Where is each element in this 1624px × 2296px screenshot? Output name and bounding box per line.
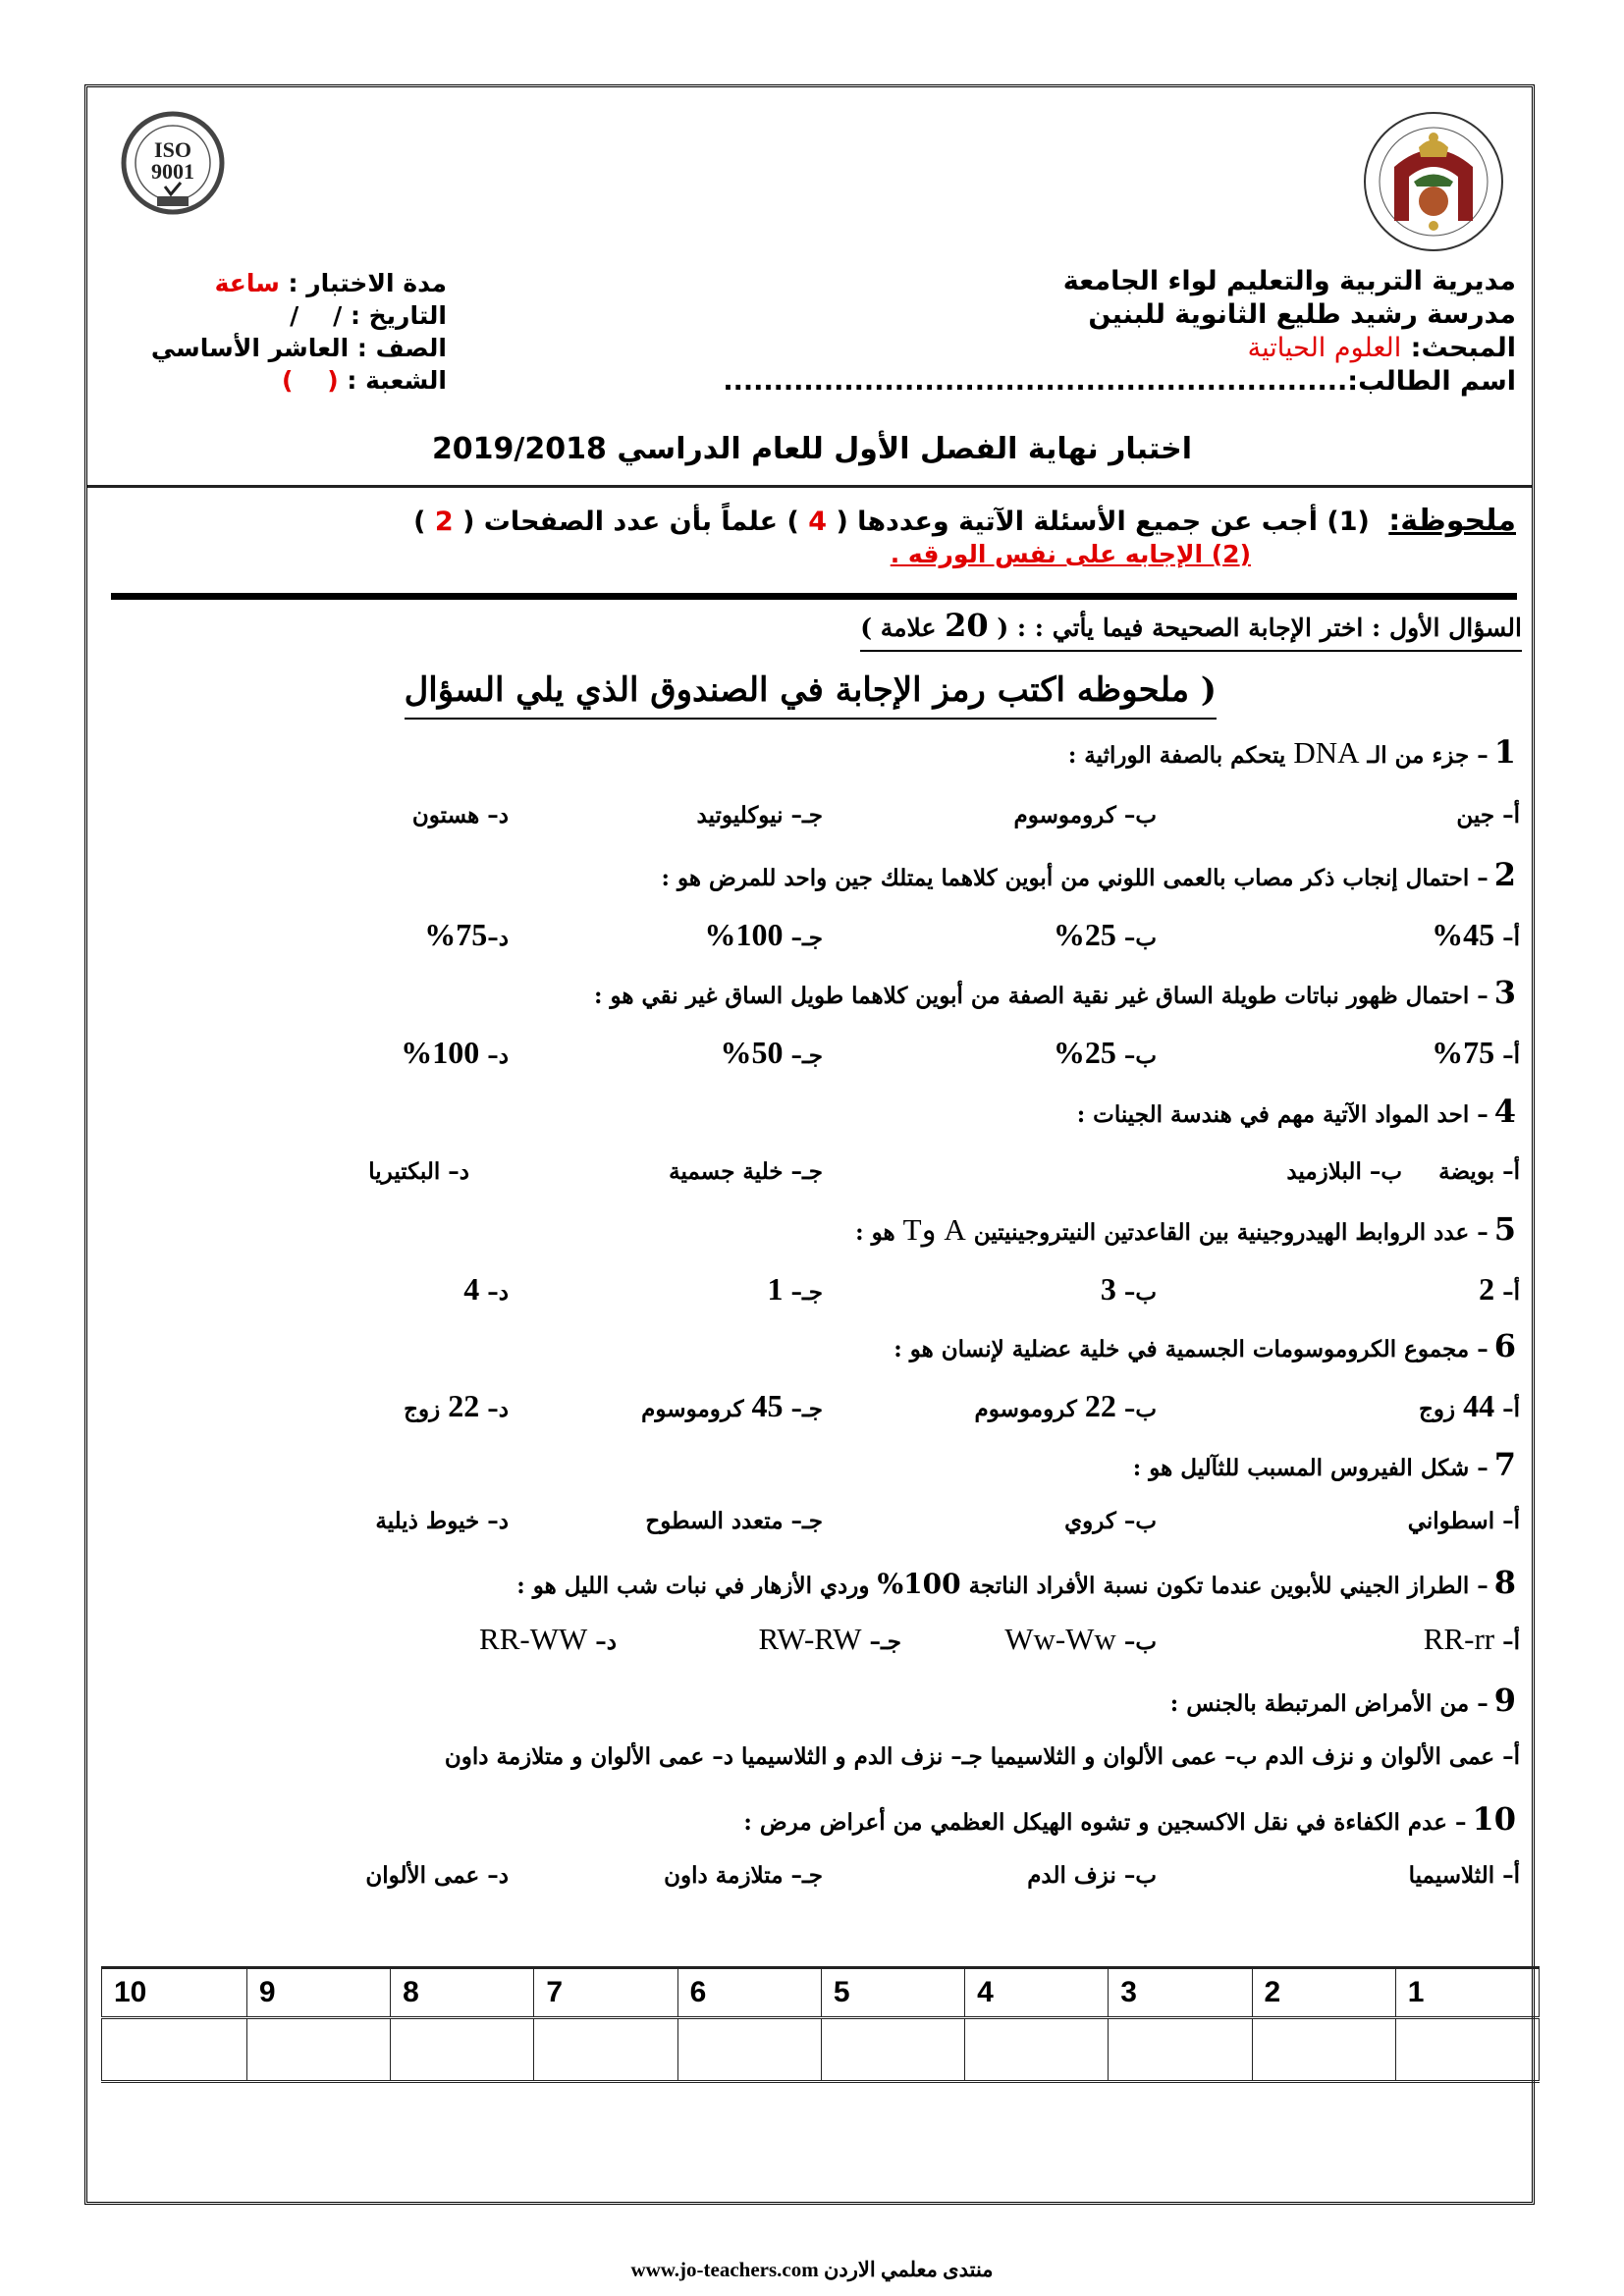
- svg-text:9001: 9001: [151, 159, 194, 184]
- option-b[interactable]: ب– Ww-Ww: [1004, 1622, 1157, 1656]
- student-name-row[interactable]: [723, 365, 1516, 399]
- option-d[interactable]: د– 100%: [401, 1035, 509, 1070]
- option-b[interactable]: ب– 25%: [1053, 1035, 1157, 1070]
- question-text: – من الأمراض المرتبطة بالجنس :: [1169, 1690, 1489, 1717]
- option-d[interactable]: د– هستون: [411, 802, 509, 828]
- header-divider: [87, 485, 1532, 488]
- question-9-options[interactable]: أ– عمى الألوان و نزف الدم ب– عمى الألوان و الثلاسيميا جـ– نزف الدم و الثلاسيميا د– عمى الألوان و متلازمة داون: [444, 1743, 1520, 1770]
- answer-table-input-row: [102, 2018, 1540, 2082]
- question-5-options: [167, 1271, 1520, 1312]
- answer-header-cell: 8: [391, 1968, 534, 2018]
- question-text: – الطراز الجيني للأبوين عندما تكون نسبة الأفراد الناتجة: [968, 1573, 1489, 1599]
- answer-header-cell: 5: [821, 1968, 964, 2018]
- question-text: وردي الأزهار في نبات شب الليل هو :: [516, 1573, 870, 1599]
- answer-cell[interactable]: [965, 2018, 1109, 2082]
- duration-value: ساعة: [214, 269, 280, 297]
- question-10-options: [167, 1862, 1520, 1903]
- note-label: ملحوظة:: [1388, 504, 1516, 538]
- question-number: 7: [1493, 1446, 1516, 1483]
- option-b[interactable]: ب– البلازميد: [1286, 1158, 1402, 1185]
- question-number: 3: [1493, 974, 1516, 1011]
- option-c[interactable]: جـ– 1: [767, 1271, 823, 1307]
- option-b[interactable]: ب– 22 كروموسوم: [974, 1388, 1157, 1423]
- duration-label: مدة الاختبار :: [288, 269, 447, 297]
- question-7: [1133, 1446, 1516, 1483]
- option-b[interactable]: ب– كروي: [1064, 1508, 1157, 1534]
- grade-value: العاشر الأساسي: [150, 334, 350, 362]
- answer-table: [101, 1966, 1540, 2083]
- student-name-label: اسم الطالب:: [1347, 366, 1516, 397]
- question-number: 1: [1493, 733, 1516, 771]
- option-d[interactable]: د– عمى الألوان: [365, 1862, 509, 1889]
- option-a[interactable]: أ– 45%: [1432, 917, 1520, 952]
- option-d[interactable]: د– RR-WW: [479, 1622, 617, 1656]
- grade-label: الصف :: [356, 334, 447, 362]
- school-name: مدرسة رشيد طليع الثانوية للبنين: [1088, 299, 1516, 330]
- question-one-heading: [860, 607, 1522, 652]
- question-3: [594, 974, 1516, 1011]
- question-2-options: [167, 917, 1520, 958]
- option-c[interactable]: جـ– متلازمة داون: [664, 1862, 823, 1889]
- option-c[interactable]: جـ– 50%: [720, 1035, 823, 1070]
- option-b[interactable]: ب– نزف الدم: [1027, 1862, 1157, 1889]
- question-3-options: [167, 1035, 1520, 1076]
- section-row[interactable]: [172, 364, 447, 397]
- answer-cell[interactable]: [1109, 2018, 1252, 2082]
- answer-header-cell: 6: [677, 1968, 821, 2018]
- answer-header-cell: 7: [534, 1968, 677, 2018]
- school-info-block: [723, 265, 1516, 399]
- question-6: [893, 1327, 1516, 1364]
- answer-header-cell: 1: [1395, 1968, 1539, 2018]
- option-a[interactable]: أ– 75%: [1432, 1035, 1520, 1070]
- answer-header-cell: 2: [1252, 1968, 1395, 2018]
- note-text-b: ) علماً بأن عدد الصفحات (: [462, 507, 799, 537]
- answer-header-cell: 9: [246, 1968, 390, 2018]
- general-note-line2: (2) الإجابه على نفس الورقه .: [890, 540, 1251, 568]
- date-field[interactable]: / /: [290, 301, 343, 330]
- option-d[interactable]: د–75%: [424, 917, 509, 952]
- page-count: 2: [434, 507, 454, 537]
- general-note-line1: [413, 504, 1516, 540]
- question-4: [1077, 1093, 1516, 1130]
- question-text: – عدم الكفاءة في نقل الاكسجين و تشوه الهيكل العظمي من أعراض مرض :: [743, 1809, 1467, 1836]
- option-c[interactable]: جـ– خلية جسمية: [669, 1158, 823, 1185]
- date-row[interactable]: [172, 299, 447, 332]
- option-b[interactable]: ب– كروموسوم: [1013, 802, 1157, 828]
- question-5: [855, 1210, 1516, 1248]
- question-count: 4: [808, 507, 828, 537]
- option-d[interactable]: د– خيوط ذيلية: [375, 1508, 509, 1534]
- footer-website[interactable]: منتدى معلمي الاردن www.jo-teachers.com: [630, 2258, 994, 2281]
- option-d[interactable]: د– البكتيريا: [368, 1158, 469, 1185]
- exam-info-block: [150, 267, 447, 397]
- option-d[interactable]: د– 22 زوج: [404, 1388, 509, 1423]
- question-number: 8: [1493, 1564, 1516, 1601]
- question-text: – احتمال ظهور نباتات طويلة الساق غير نقية الصفة من أبوين كلاهما طويل الساق غير نقي هو :: [593, 983, 1489, 1009]
- option-b[interactable]: ب– 3: [1100, 1271, 1157, 1307]
- question-7-options: [167, 1508, 1520, 1549]
- answer-cell[interactable]: [677, 2018, 821, 2082]
- option-a[interactable]: أ– جين: [1456, 802, 1520, 828]
- answer-header-cell: 10: [102, 1968, 247, 2018]
- exam-title: اختبار نهاية الفصل الأول للعام الدراسي 2019/2018: [431, 432, 1193, 466]
- question-number: 10: [1472, 1800, 1516, 1838]
- answer-header-cell: 4: [965, 1968, 1109, 2018]
- subject-label: المبحث:: [1410, 333, 1516, 363]
- answer-cell[interactable]: [102, 2018, 247, 2082]
- answer-cell[interactable]: [1252, 2018, 1395, 2082]
- question-one-title: السؤال الأول : اختر الإجابة الصحيحة فيما يأتي : : (: [997, 614, 1522, 642]
- option-a[interactable]: أ– 44 زوج: [1419, 1388, 1520, 1423]
- question-8: [516, 1564, 1516, 1601]
- question-one-instruction: ( ملحوظه اكتب رمز الإجابة في الصندوق الذي يلي السؤال: [405, 670, 1217, 720]
- date-label: التاريخ :: [350, 301, 447, 330]
- question-text: هو :: [855, 1219, 895, 1246]
- option-c[interactable]: جـ– RW-RW: [758, 1622, 901, 1656]
- option-c[interactable]: جـ– 100%: [704, 917, 823, 952]
- option-b[interactable]: ب– 25%: [1053, 917, 1157, 952]
- duration-row: [172, 267, 447, 299]
- subject-value: العلوم الحياتية: [1247, 333, 1402, 363]
- answer-cell[interactable]: [534, 2018, 677, 2082]
- option-a[interactable]: أ– بويضة: [1438, 1158, 1520, 1185]
- option-a[interactable]: أ– 2: [1479, 1271, 1520, 1307]
- question-8-options: [167, 1622, 1520, 1663]
- question-2: [661, 856, 1516, 893]
- option-a[interactable]: أ– الثلاسيميا: [1408, 1862, 1520, 1889]
- note-text-a: (1) أجب عن جميع الأسئلة الآتية وعددها (: [836, 507, 1370, 537]
- question-text: – احتمال إنجاب ذكر مصاب بالعمى اللوني من أبوين كلاهما يمتلك جين واحد للمرض هو :: [661, 865, 1489, 891]
- question-text: – شكل الفيروس المسبب للثآليل هو :: [1132, 1455, 1489, 1481]
- question-text: – جزء من الـ: [1367, 742, 1489, 769]
- section-label: الشعبة :: [347, 366, 447, 395]
- option-a[interactable]: أ– RR-rr: [1423, 1622, 1520, 1656]
- question-number: 2: [1493, 856, 1516, 893]
- directorate-name: مديرية التربية والتعليم لواء الجامعة: [1062, 266, 1516, 296]
- iso-9001-certification-logo: [120, 110, 226, 216]
- subject-row: [723, 332, 1516, 365]
- option-c[interactable]: جـ– 45 كروموسوم: [641, 1388, 823, 1423]
- question-4-options: [167, 1158, 1520, 1200]
- answer-table-header-row: [102, 1968, 1540, 2018]
- question-term: DNA: [1293, 735, 1360, 770]
- question-text: يتحكم بالصفة الوراثية :: [1067, 742, 1286, 769]
- question-term: A وT: [902, 1212, 966, 1247]
- note-text-c: ): [413, 507, 426, 537]
- option-d[interactable]: د– 4: [463, 1271, 509, 1307]
- question-1-options: [167, 802, 1520, 843]
- section-field[interactable]: ( ): [282, 366, 339, 395]
- option-a[interactable]: أ– اسطواني: [1407, 1508, 1520, 1534]
- answer-header-cell: 3: [1109, 1968, 1252, 2018]
- grade-row: [150, 332, 447, 364]
- student-name-field[interactable]: ..............................................................: [723, 366, 1348, 397]
- answer-cell[interactable]: [821, 2018, 964, 2082]
- jordan-ministry-emblem-logo: [1360, 108, 1507, 255]
- svg-text:ISO: ISO: [154, 137, 191, 162]
- option-c[interactable]: جـ– متعدد السطوح: [645, 1508, 823, 1534]
- question-text: – احد المواد الآتية مهم في هندسة الجينات :: [1076, 1101, 1489, 1128]
- question-number: 4: [1493, 1093, 1516, 1130]
- question-6-options: [167, 1388, 1520, 1429]
- question-number: 9: [1493, 1682, 1516, 1719]
- question-number: 6: [1493, 1327, 1516, 1364]
- answer-cell[interactable]: [1395, 2018, 1539, 2082]
- question-one-marks-label: علامة ): [860, 614, 937, 642]
- question-9: [1170, 1682, 1516, 1719]
- question-number: 5: [1493, 1210, 1516, 1248]
- question-1: [1068, 733, 1516, 771]
- notes-divider: [111, 593, 1517, 600]
- question-one-marks: 20: [945, 607, 989, 644]
- question-text: – مجموع الكروموسومات الجسمية في خلية عضلية لإنسان هو :: [893, 1336, 1489, 1362]
- question-value: 100%: [877, 1568, 961, 1600]
- option-c[interactable]: جـ– نيوكليوتيد: [696, 802, 823, 828]
- question-text: – عدد الروابط الهيدروجينية بين القاعدتين النيتروجينيتين: [973, 1219, 1489, 1246]
- question-10: [743, 1800, 1516, 1838]
- answer-cell[interactable]: [246, 2018, 390, 2082]
- answer-cell[interactable]: [391, 2018, 534, 2082]
